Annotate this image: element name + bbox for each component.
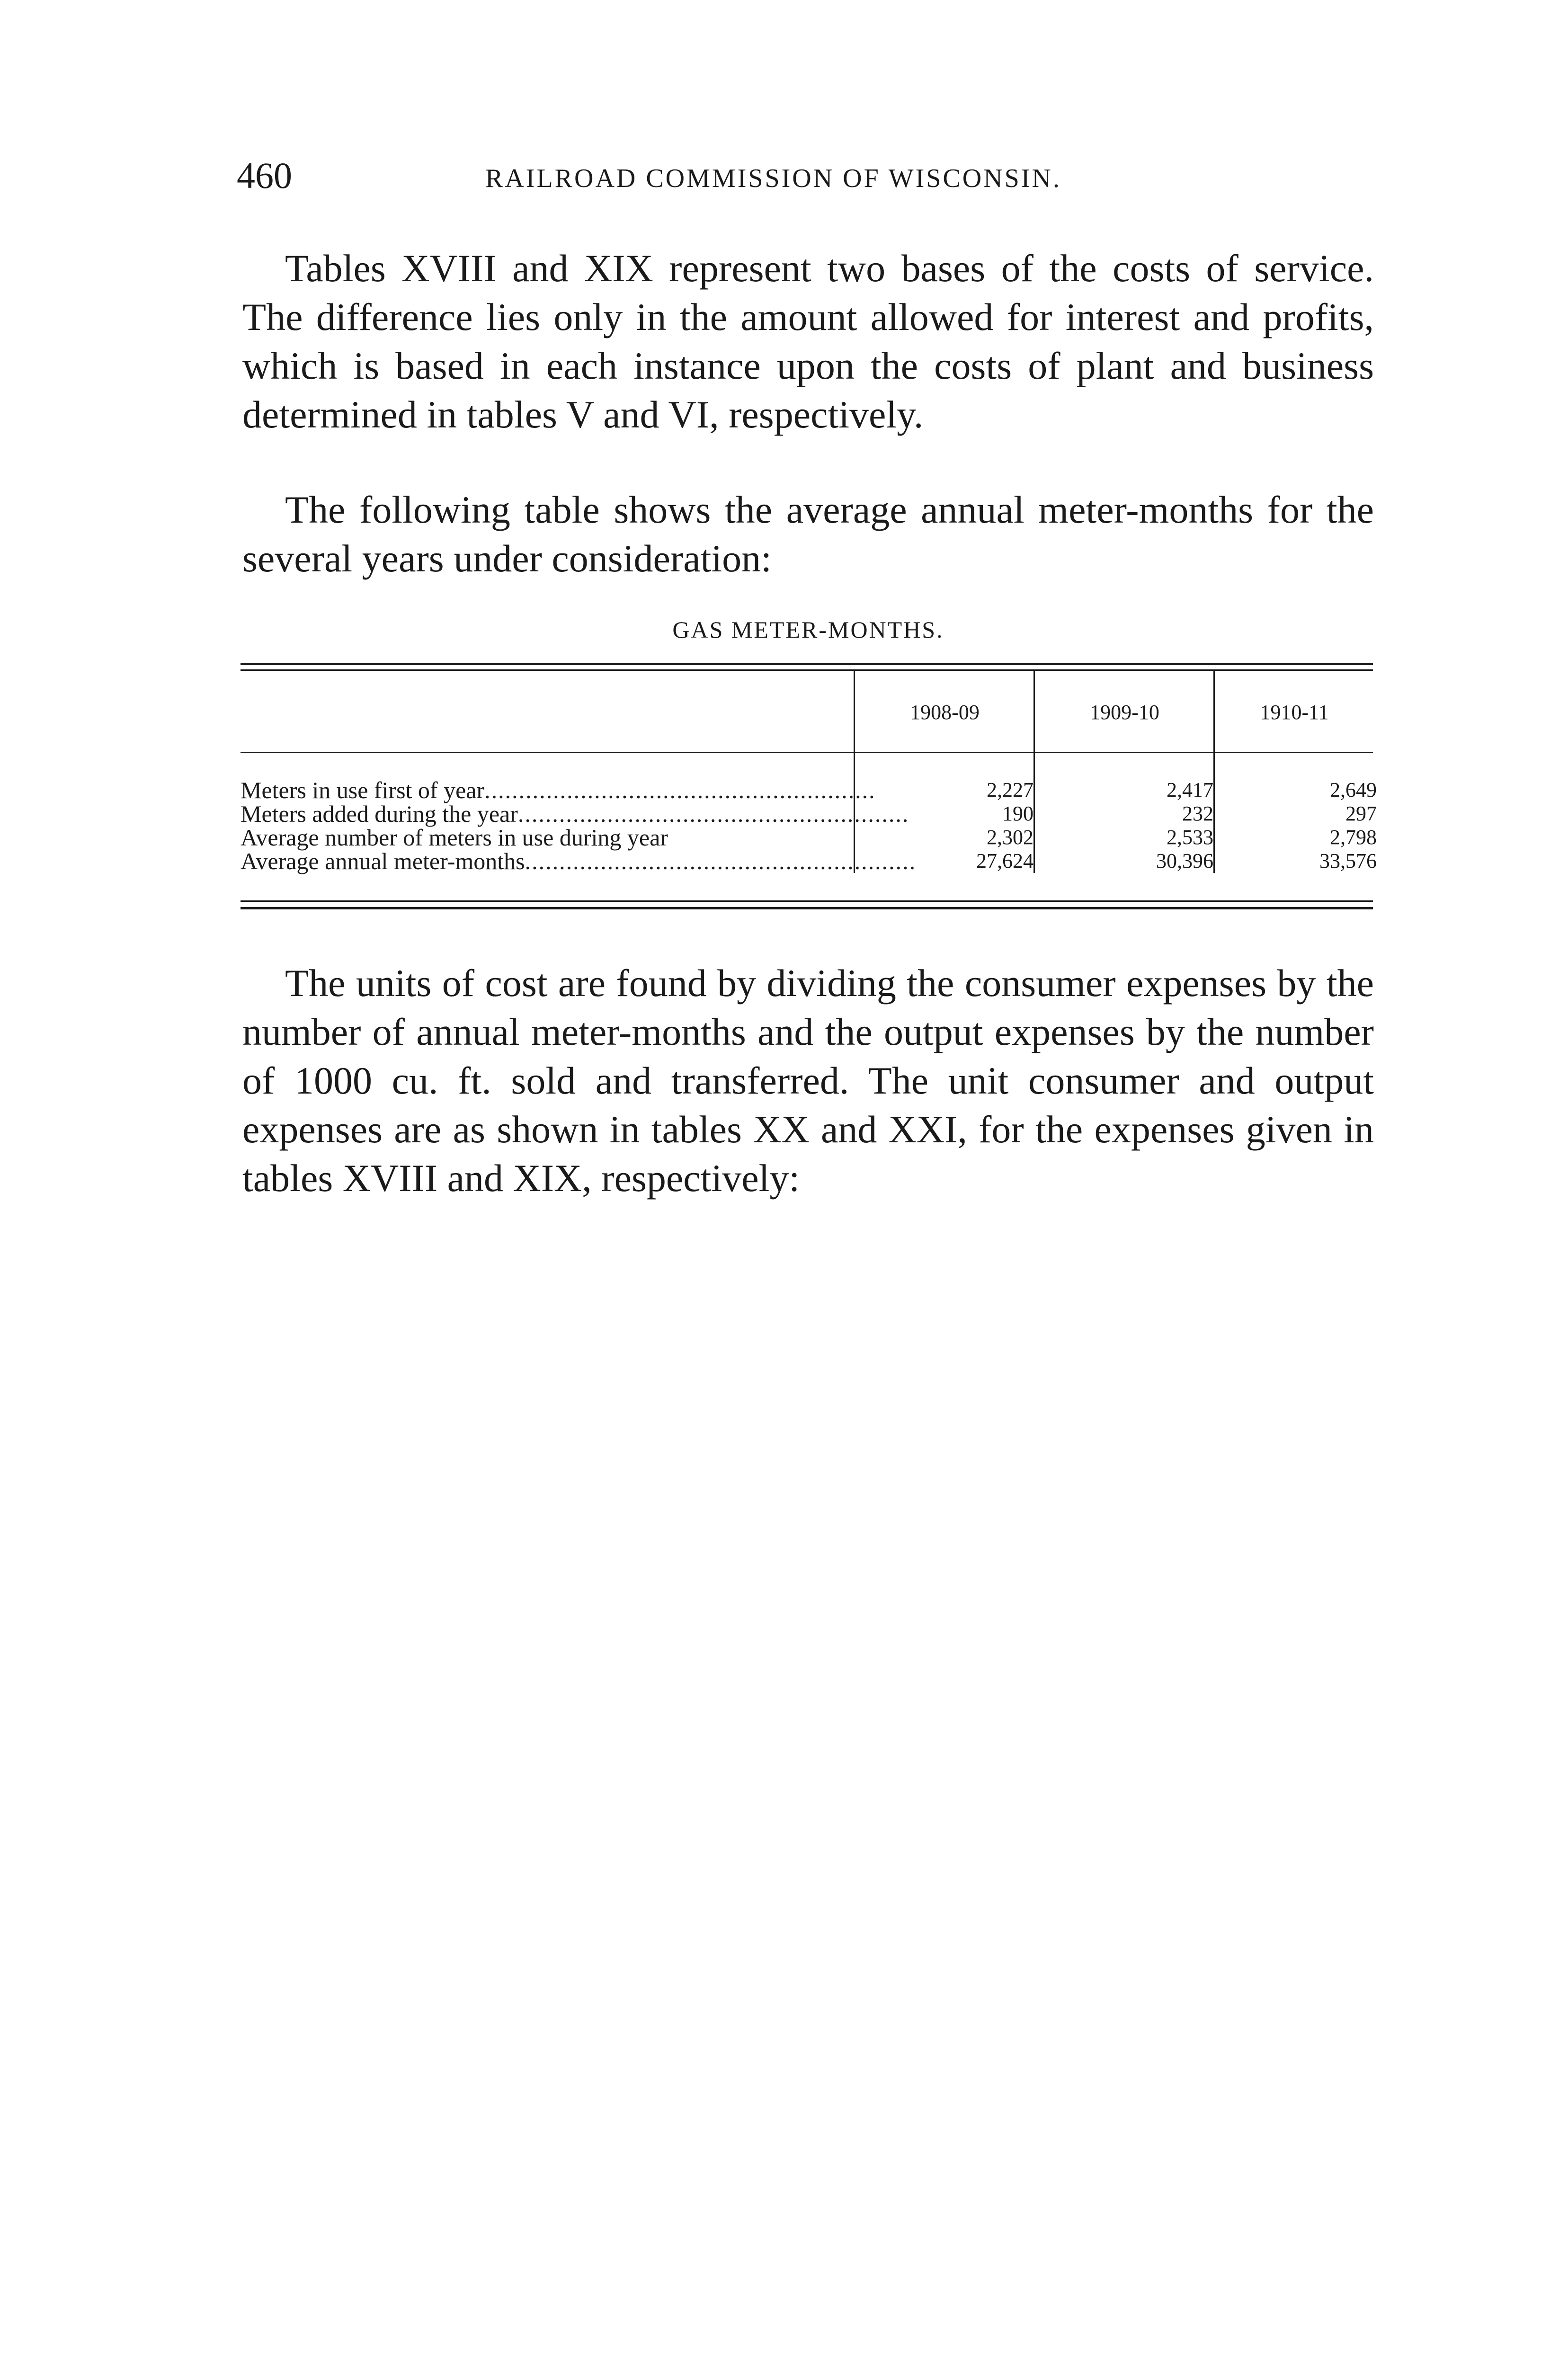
row-value-1910-11: 297 [1345,802,1377,825]
row-value-1910-11: 2,649 [1330,778,1377,801]
table-top-rule-outer [241,663,1373,665]
table-bottom-rule-inner [241,900,1373,902]
running-head [237,151,1373,203]
row-value-1909-10: 232 [1182,802,1213,825]
body-paragraph-3-text: The units of cost are found by dividing the consumer expenses by the number of annual meter-months and the output expenses by the number of 1000 cu. ft. sold and transferred. The unit consumer and output expenses are as shown in tables XX and XXI, for the expenses given in tables XVIII and XIX, respectively: [242,961,1374,1200]
row-value-1909-10: 2,533 [1167,826,1213,849]
table-row [241,801,1377,827]
body-paragraph-3 [242,959,1374,1202]
row-value-1908-09: 2,227 [987,778,1033,801]
row-label: Average annual meter-months......................................................... [241,848,917,874]
row-label: Average number of meters in use during year [241,824,668,851]
meter-months-table [241,663,1377,916]
table-row [241,848,1377,874]
column-header-1910-11: 1910-11 [1260,701,1329,724]
column-header-1909-10: 1909-10 [1090,701,1159,724]
table-caption: GAS METER-MONTHS. [672,616,944,643]
header-rule-stub [241,752,854,753]
running-title: RAILROAD COMMISSION OF WISCONSIN. [485,164,1061,193]
body-paragraph-2-text: The following table shows the average annual meter-months for the several years under consideration: [242,488,1374,580]
row-label: Meters in use first of year......................................................... [241,777,876,803]
row-value-1908-09: 27,624 [976,849,1033,872]
table-bottom-rule-outer [241,907,1373,909]
row-value-1908-09: 2,302 [987,826,1033,849]
row-label: Meters added during the year......................................................... [241,801,909,827]
table-row [241,777,1377,803]
body-paragraph-1 [242,244,1374,439]
body-paragraph-1-text: Tables XVIII and XIX represent two bases of the costs of service. The difference lies only in the amount allowed for interest and profits, which is based in each instance upon the costs of plant and business determined in tables V and VI, respectively. [242,247,1374,436]
row-value-1910-11: 33,576 [1319,849,1377,872]
header-rule-col-3 [1215,752,1373,753]
row-value-1908-09: 190 [1002,802,1033,825]
row-value-1909-10: 30,396 [1156,849,1213,872]
column-header-1908-09: 1908-09 [910,701,980,724]
header-rule-col-2 [1035,752,1213,753]
row-value-1909-10: 2,417 [1167,778,1213,801]
table-row [241,824,1377,851]
table-top-rule-inner [241,669,1373,671]
header-rule-col-1 [855,752,1033,753]
row-value-1910-11: 2,798 [1330,826,1377,849]
body-paragraph-2 [242,485,1374,583]
page-number: 460 [237,155,292,196]
